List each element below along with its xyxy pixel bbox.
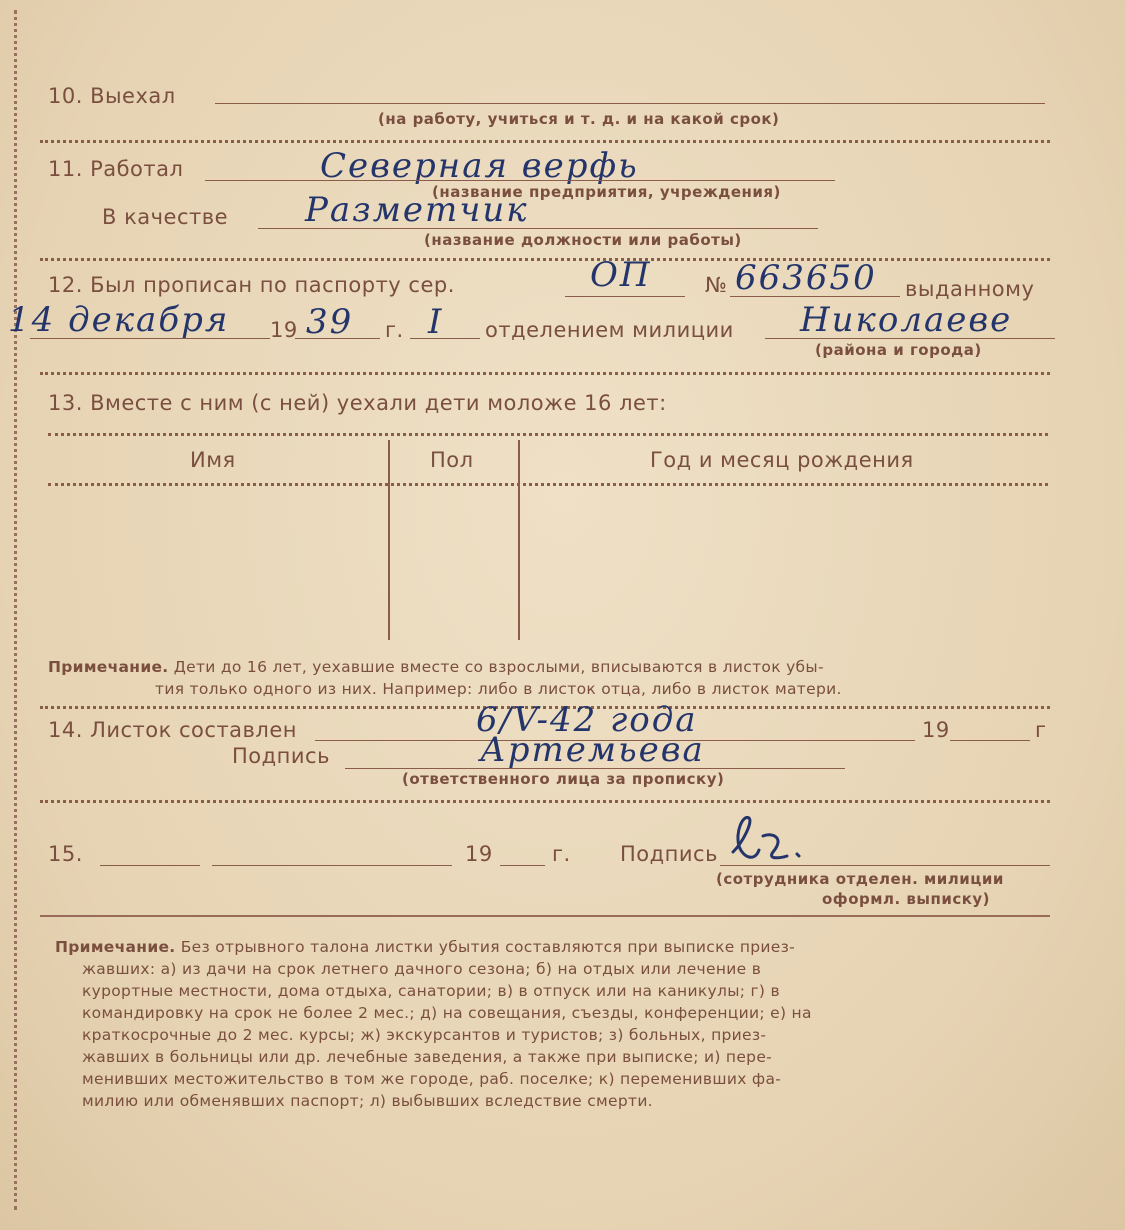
field-12-issued-label: выданному xyxy=(905,277,1035,301)
field-11-caption: (название предприятия, учреждения) xyxy=(432,183,781,201)
note-1-text-1: Дети до 16 лет, уехавшие вместе со взрослыми, вписываются в листок убы- xyxy=(173,658,824,676)
field-12-num-label: № xyxy=(705,273,728,297)
field-14-year-line xyxy=(950,740,1030,741)
field-11-line xyxy=(205,180,835,181)
note-2-line-7: менивших местожительство в том же городе, раб. поселке; к) переменивших фа- xyxy=(82,1070,782,1088)
field-11-role-caption: (название должности или работы) xyxy=(424,231,742,249)
field-12-day: 14 декабря xyxy=(8,300,230,340)
note-2-line-6: жавших в больницы или др. лечебные заведения, а также при выписке; и) пере- xyxy=(82,1048,773,1066)
field-15-sign-label: Подпись xyxy=(620,842,718,866)
field-12-series: ОП xyxy=(590,255,652,295)
field-15-year-prefix: 19 xyxy=(465,842,493,866)
note-1-lead: Примечание. xyxy=(48,658,169,676)
section-divider xyxy=(40,800,1050,803)
note-2-line-1 xyxy=(55,938,795,956)
field-12-year-prefix: 19 xyxy=(270,318,298,342)
field-14-year-prefix: 19 xyxy=(922,718,950,742)
note-2-line-3: курортные местности, дома отдыха, санатории; в) в отпуск или на каникулы; г) в xyxy=(82,982,780,1000)
field-14-sign-value: Артемьева xyxy=(480,730,705,770)
field-10-label: 10. Выехал xyxy=(48,84,176,108)
field-14-year-label: г xyxy=(1035,718,1047,742)
field-14-sign-caption: (ответственного лица за прописку) xyxy=(402,770,725,788)
table-col-name: Имя xyxy=(190,448,236,472)
note-2-line-2: жавших: а) из дачи на срок летнего дачного сезона; б) на отдых или лечение в xyxy=(82,960,762,978)
note-2-line-5: краткосрочные до 2 мес. курсы; ж) экскурсантов и туристов; з) больных, приез- xyxy=(82,1026,767,1044)
field-12-day-line xyxy=(30,338,270,339)
field-14-sign-label: Подпись xyxy=(232,744,330,768)
field-11-role-label: В качестве xyxy=(102,205,229,229)
table-divider xyxy=(388,440,390,640)
note-2-lead: Примечание. xyxy=(55,938,176,956)
field-12-place: Николаеве xyxy=(800,300,1013,340)
table-header-rule xyxy=(48,483,1048,486)
table-col-birth: Год и месяц рождения xyxy=(650,448,914,472)
field-12-place-caption: (района и города) xyxy=(815,341,982,359)
note-2-line-4: командировку на срок не более 2 мес.; д) на совещания, съезды, конференции; е) на xyxy=(82,1004,812,1022)
field-14-value: 6/V-42 года xyxy=(476,700,698,740)
note-1-line-1 xyxy=(48,658,824,676)
field-15-label: 15. xyxy=(48,842,83,866)
field-12-dept-no-line xyxy=(410,338,480,339)
field-11-label: 11. Работал xyxy=(48,157,184,181)
field-12-number-line xyxy=(730,296,900,297)
field-15-caption-1: (сотрудника отделен. милиции xyxy=(716,870,1004,888)
section-divider xyxy=(40,915,1050,917)
field-14-label: 14. Листок составлен xyxy=(48,718,297,742)
table-divider xyxy=(518,440,520,640)
field-15-caption-2: оформл. выписку) xyxy=(822,890,991,908)
field-11-role-value: Разметчик xyxy=(305,190,529,230)
field-15-sign-line xyxy=(720,865,1050,866)
table-col-sex: Пол xyxy=(430,448,474,472)
field-12-year-label: г. xyxy=(385,318,404,342)
field-12-number: 663650 xyxy=(735,258,877,298)
field-10-line xyxy=(215,103,1045,104)
section-divider xyxy=(40,258,1050,261)
field-10-caption: (на работу, учиться и т. д. и на какой срок) xyxy=(378,110,780,128)
field-15-day-line xyxy=(100,865,200,866)
field-12-series-line xyxy=(565,296,685,297)
note-1-line-2: тия только одного из них. Например: либо в листок отца, либо в листок матери. xyxy=(155,680,842,698)
field-11-value: Северная верфь xyxy=(320,146,639,186)
note-2-text-1: Без отрывного талона листки убытия составляются при выписке приез- xyxy=(180,938,796,956)
field-15-year-label: г. xyxy=(552,842,571,866)
perforation-edge xyxy=(14,10,17,1210)
section-divider xyxy=(40,140,1050,143)
field-11-role-line xyxy=(258,228,818,229)
table-top-rule xyxy=(48,433,1048,436)
field-12-dept-no: I xyxy=(428,302,444,342)
section-divider xyxy=(40,372,1050,375)
field-15-signature xyxy=(725,812,815,872)
field-12-label: 12. Был прописан по паспорту сер. xyxy=(48,273,455,297)
note-2-line-8: милию или обменявших паспорт; л) выбывших вследствие смерти. xyxy=(82,1092,653,1110)
field-12-year: 39 xyxy=(306,302,354,342)
field-12-dept-label: отделением милиции xyxy=(485,318,734,342)
field-13-label: 13. Вместе с ним (с ней) уехали дети моложе 16 лет: xyxy=(48,391,667,415)
field-15-year-line xyxy=(500,865,545,866)
field-14-sign-line xyxy=(345,768,845,769)
field-12-place-line xyxy=(765,338,1055,339)
field-12-year-line xyxy=(295,338,380,339)
field-15-month-line xyxy=(212,865,452,866)
